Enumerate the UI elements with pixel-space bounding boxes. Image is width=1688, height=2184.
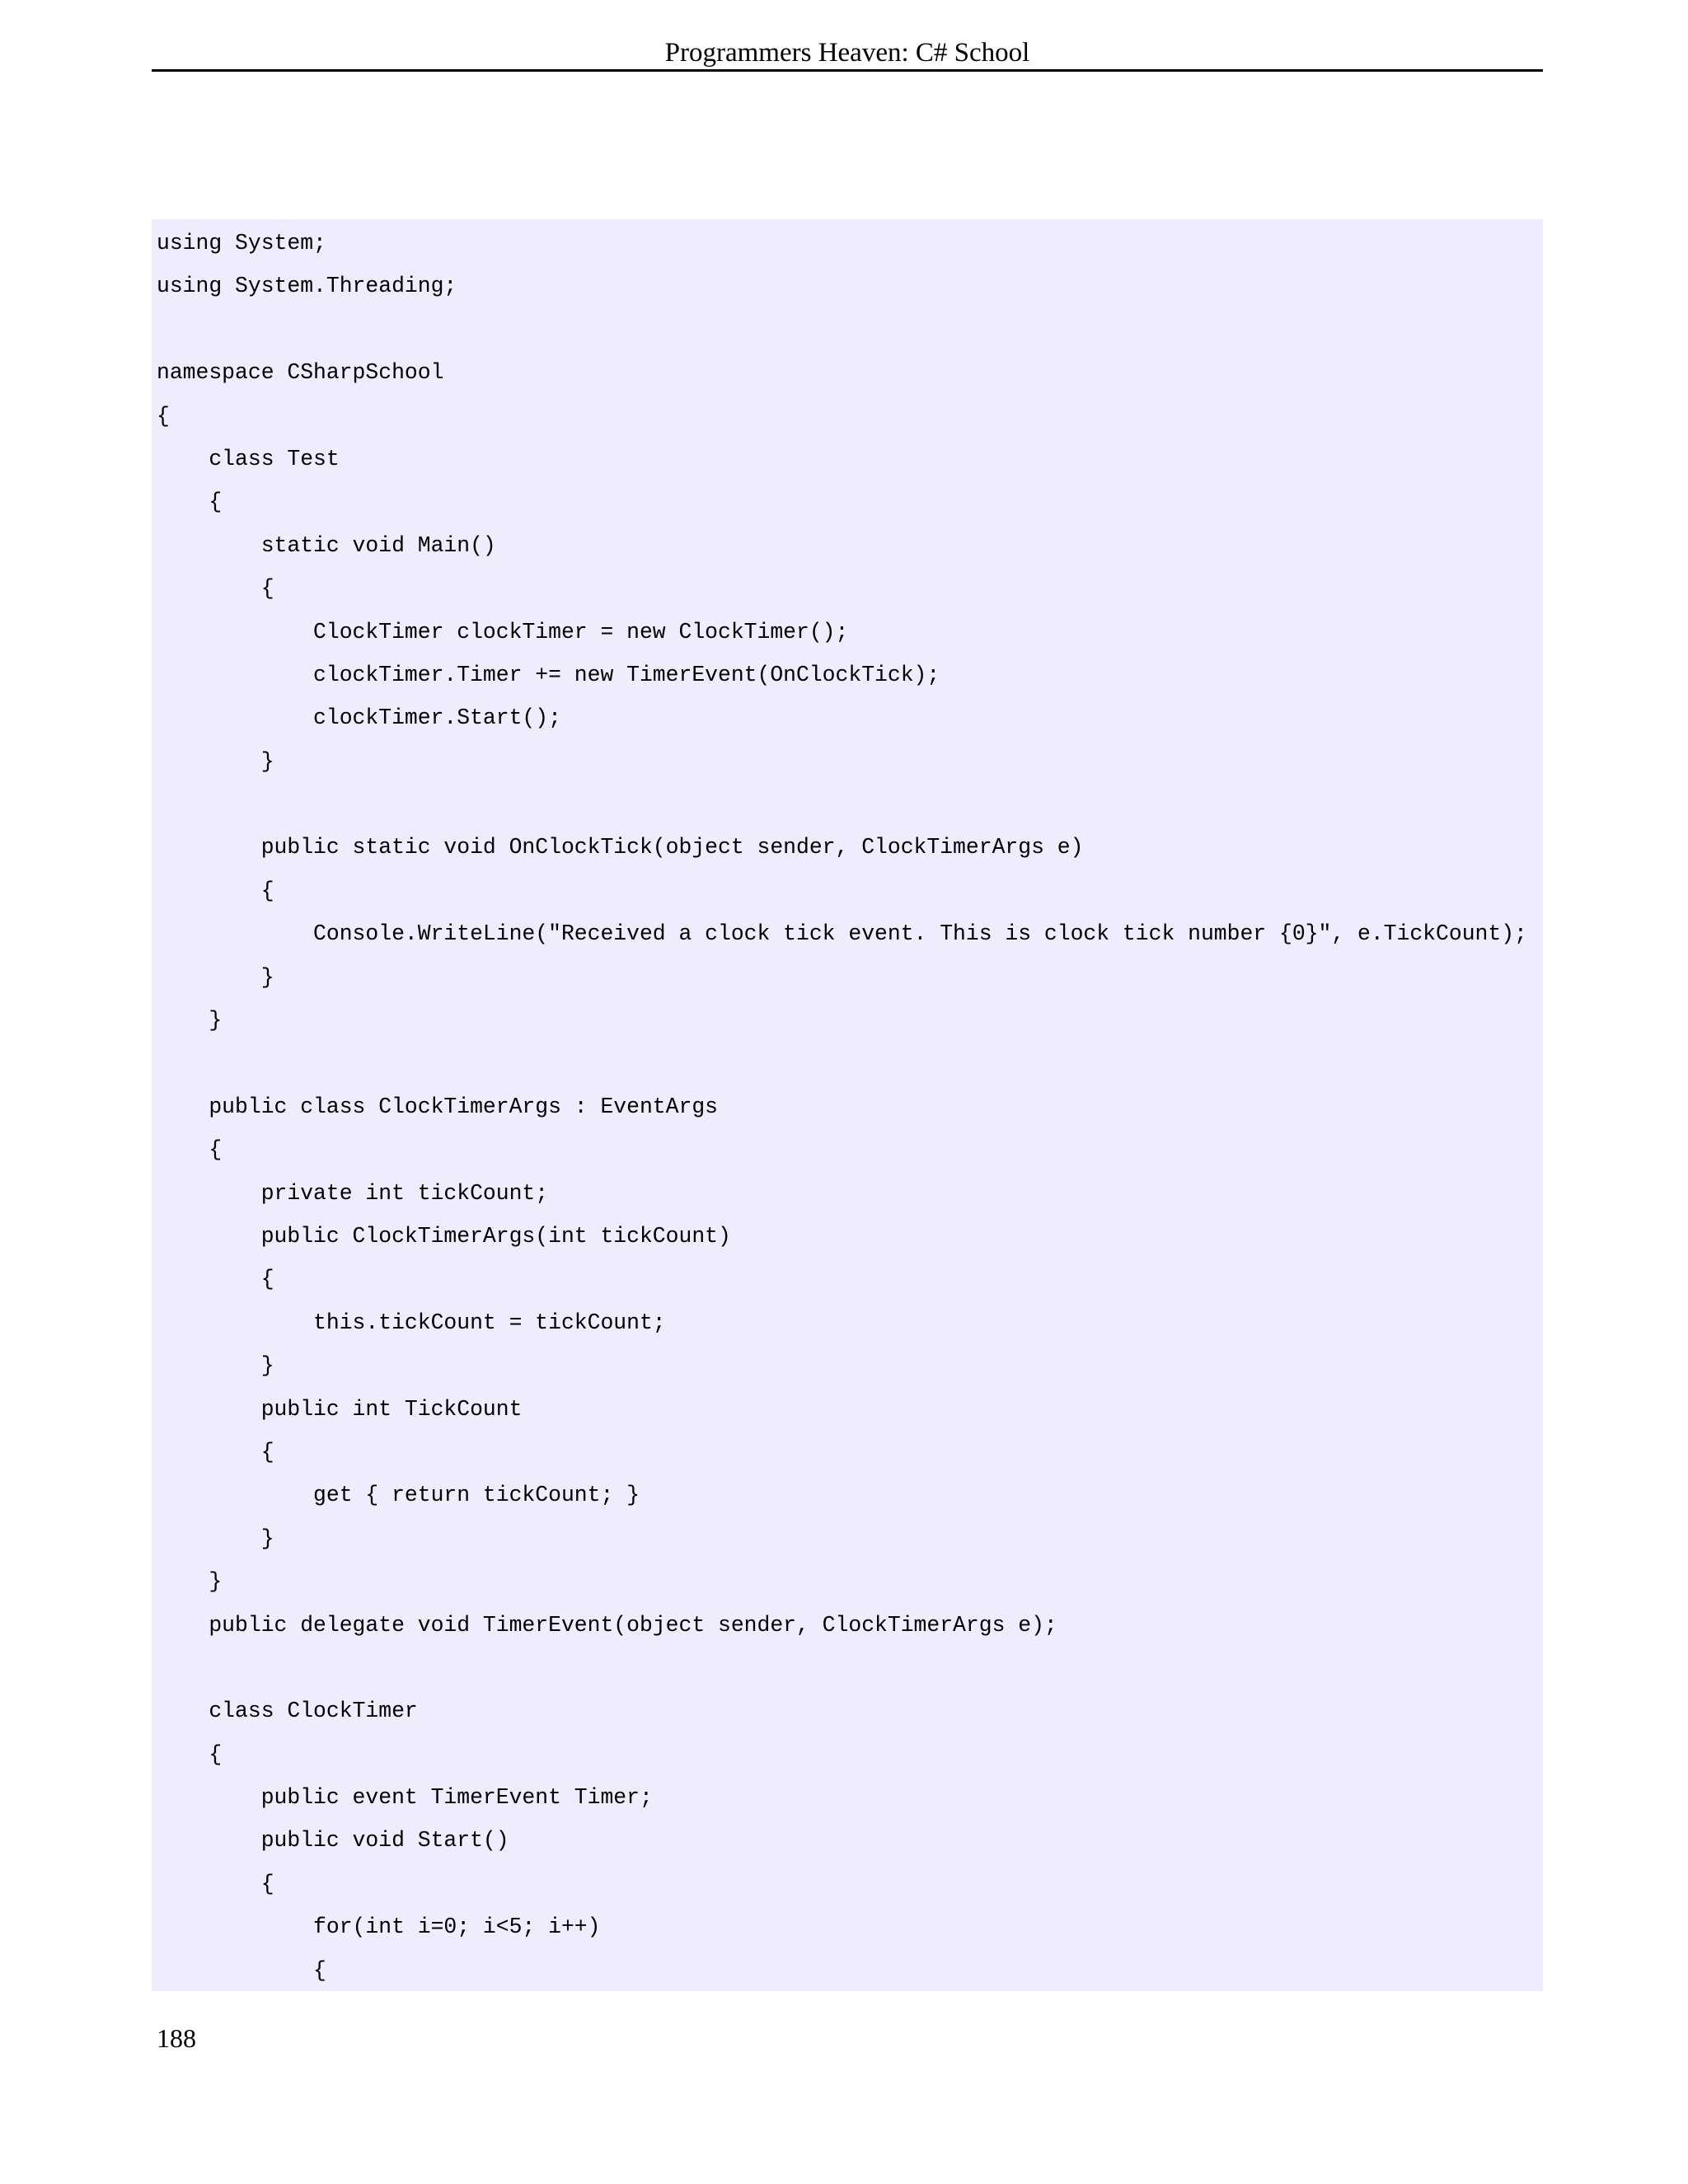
code-line: { — [157, 1137, 223, 1163]
code-lines — [152, 222, 1543, 1991]
code-line: { — [157, 878, 274, 903]
code-line — [152, 308, 1543, 351]
header-divider — [152, 69, 1543, 72]
code-line: namespace CSharpSchool — [157, 360, 444, 386]
code-line: class Test — [157, 446, 340, 471]
code-line: } — [157, 1526, 274, 1551]
code-line: public class ClockTimerArgs : EventArgs — [157, 1094, 718, 1119]
code-line: this.tickCount = tickCount; — [157, 1310, 666, 1335]
code-line — [152, 783, 1543, 826]
code-line: using System.Threading; — [157, 274, 457, 299]
code-line: private int tickCount; — [157, 1180, 549, 1206]
code-line: static void Main() — [157, 532, 496, 558]
code-line: ClockTimer clockTimer = new ClockTimer(); — [157, 619, 849, 644]
code-line: { — [157, 1741, 223, 1767]
code-line: { — [157, 403, 170, 429]
code-line: } — [157, 1569, 223, 1595]
code-line: public static void OnClockTick(object sender, ClockTimerArgs e) — [157, 835, 1084, 860]
code-line: { — [157, 576, 274, 602]
code-line: for(int i=0; i<5; i++) — [157, 1915, 601, 1940]
code-line: } — [157, 748, 274, 774]
code-line: public int TickCount — [157, 1396, 523, 1422]
code-line — [152, 1042, 1543, 1085]
code-line: { — [157, 1957, 326, 1983]
code-line: class ClockTimer — [157, 1699, 418, 1724]
code-line: } — [157, 1008, 223, 1033]
code-line: public delegate void TimerEvent(object sender, ClockTimerArgs e); — [157, 1612, 1057, 1638]
page-number: 188 — [157, 2023, 196, 2053]
code-line: public ClockTimerArgs(int tickCount) — [157, 1223, 731, 1249]
code-line: clockTimer.Start(); — [157, 705, 561, 731]
code-line: Console.WriteLine("Received a clock tick event. This is clock tick number {0}", e.TickCount); — [157, 921, 1527, 947]
code-line: clockTimer.Timer += new TimerEvent(OnClockTick); — [157, 662, 940, 687]
code-line: { — [157, 1267, 274, 1292]
page-header-title: Programmers Heaven: C# School — [664, 38, 1030, 68]
code-line: { — [157, 1871, 274, 1896]
code-line: } — [157, 1353, 274, 1379]
code-line: { — [157, 1439, 274, 1465]
code-line: } — [157, 964, 274, 990]
code-line: public void Start() — [157, 1828, 509, 1854]
code-line: { — [157, 490, 223, 515]
code-line: using System; — [157, 231, 326, 255]
code-line — [152, 1647, 1543, 1690]
code-listing — [152, 219, 1543, 1991]
code-line: public event TimerEvent Timer; — [157, 1785, 653, 1811]
code-line: get { return tickCount; } — [157, 1483, 640, 1508]
